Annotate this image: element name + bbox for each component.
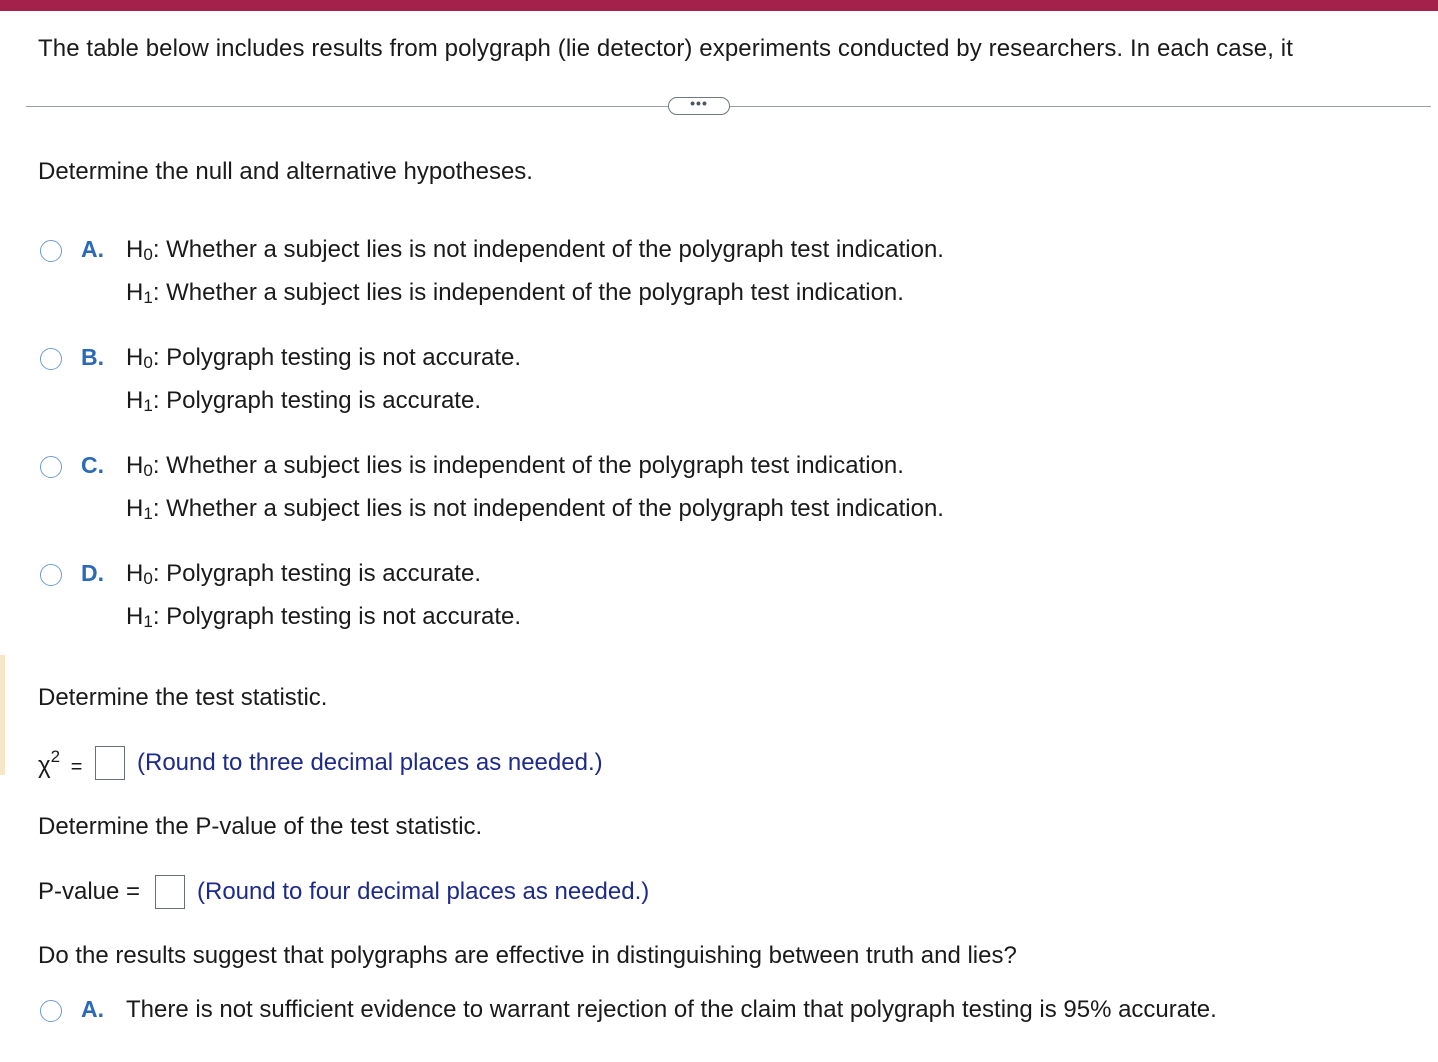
alternative-hypothesis: $H_1$: Whether a subject lies is independent of the polygraph test indication.: [126, 279, 904, 307]
p-value-hint: (Round to four decimal places as needed.): [197, 878, 650, 905]
question-intro: The table below includes results from polygraph (lie detector) experiments conducted by researchers. In each case, it: [38, 35, 1293, 62]
test-statistic-prompt: Determine the test statistic.: [38, 684, 328, 711]
top-accent-bar: [0, 0, 1438, 11]
radio-button[interactable]: [40, 1000, 62, 1022]
null-hypothesis: $H_0$: Whether a subject lies is independent of the polygraph test indication.: [126, 452, 904, 480]
option-letter: A.: [81, 996, 104, 1022]
p-value-label: P-value =: [38, 878, 141, 905]
option-letter: B.: [81, 344, 104, 370]
radio-button[interactable]: [40, 348, 62, 370]
alternative-hypothesis: $H_1$: Whether a subject lies is not independent of the polygraph test indication.: [126, 495, 944, 523]
chi-square-hint: (Round to three decimal places as needed.): [137, 749, 603, 776]
alternative-hypothesis: $H_1$: Polygraph testing is not accurate.: [126, 603, 522, 631]
radio-button[interactable]: [40, 564, 62, 586]
conclusion-option-text: There is not sufficient evidence to warrant rejection of the claim that polygraph testing is 95% accurate.: [126, 996, 1217, 1023]
chi-square-input[interactable]: [95, 746, 125, 780]
option-letter: C.: [81, 452, 104, 478]
ellipsis-icon: •••: [690, 95, 708, 111]
null-hypothesis: $H_0$: Polygraph testing is not accurate.: [126, 344, 522, 372]
option-letter: A.: [81, 236, 104, 262]
option-letter: D.: [81, 560, 104, 586]
p-value-input[interactable]: [155, 875, 185, 909]
null-hypothesis: $H_0$: Whether a subject lies is not independent of the polygraph test indication.: [126, 236, 944, 264]
hypotheses-prompt: Determine the null and alternative hypotheses.: [38, 158, 533, 185]
radio-button[interactable]: [40, 456, 62, 478]
expand-more-button[interactable]: [668, 97, 730, 115]
conclusion-prompt: Do the results suggest that polygraphs are effective in distinguishing between truth and lies?: [38, 942, 1017, 969]
chi-square-label: $\chi^2$ =: [38, 747, 83, 779]
alternative-hypothesis: $H_1$: Polygraph testing is accurate.: [126, 387, 481, 415]
p-value-prompt: Determine the P-value of the test statistic.: [38, 813, 483, 840]
radio-button[interactable]: [40, 240, 62, 262]
left-accent-marker: [0, 655, 5, 775]
null-hypothesis: $H_0$: Polygraph testing is accurate.: [126, 560, 481, 588]
